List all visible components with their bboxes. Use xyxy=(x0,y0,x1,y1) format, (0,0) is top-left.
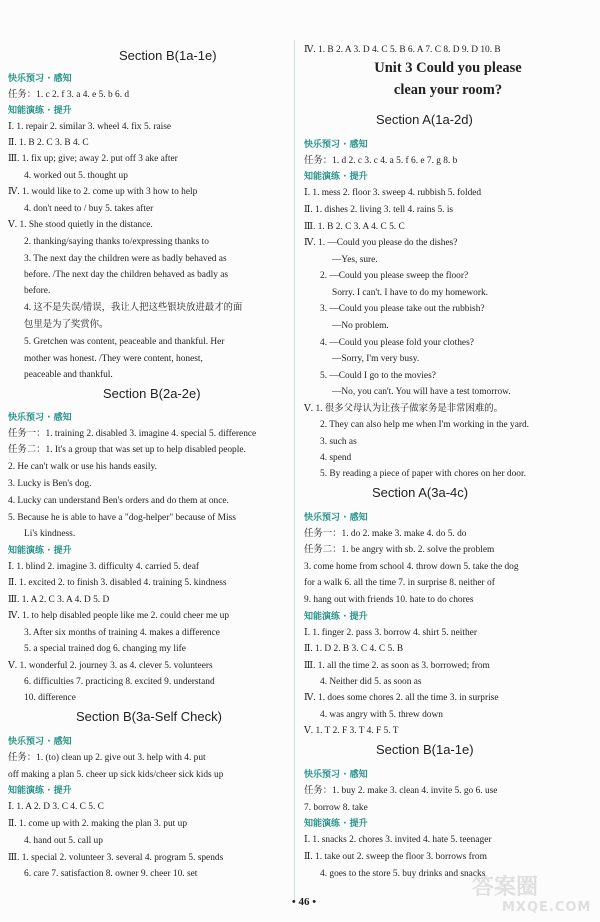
answer-line: 5. Gretchen was content, peaceable and thankful. Her xyxy=(24,337,225,347)
answer-line: off making a plan 5. cheer up sick kids/cheer sick kids up xyxy=(8,770,224,780)
answer-line: —No problem. xyxy=(332,321,389,331)
answer-line: 7. borrow 8. take xyxy=(304,803,368,813)
subsection-label: 知能演练 · 提升 xyxy=(8,786,72,796)
section-heading: Section A(3a-4c) xyxy=(372,485,469,500)
answer-line: 6. difficulties 7. practicing 8. excited 9. understand xyxy=(24,677,215,687)
answer-line: 3. The next day the children were as badly behaved as xyxy=(24,254,227,264)
answer-line: Ⅴ. 1. T 2. F 3. T 4. F 5. T xyxy=(304,726,399,736)
section-heading: Section B(1a-1e) xyxy=(376,742,474,757)
unit-title: Unit 3 Could you please xyxy=(374,60,522,76)
answer-line: Ⅱ. 1. come up with 2. making the plan 3. put up xyxy=(8,819,188,829)
answer-line: 4. hand out 5. call up xyxy=(24,836,103,846)
watermark-url: MXQE.COM xyxy=(502,900,592,915)
answer-line: 5. a special trained dog 6. changing my life xyxy=(24,644,186,654)
answer-line: 3. —Could you please take out the rubbish? xyxy=(320,304,485,314)
answer-line: 2. —Could you please sweep the floor? xyxy=(320,271,469,281)
answer-line: peaceable and thankful. xyxy=(24,370,113,380)
answer-line: 4. was angry with 5. threw down xyxy=(320,710,443,720)
section-heading: Section B(1a-1e) xyxy=(119,48,217,63)
answer-line: 3. After six months of training 4. makes a difference xyxy=(24,628,220,638)
answer-line: 10. difference xyxy=(24,693,76,703)
answer-line: Ⅲ. 1. all the time 2. as soon as 3. borrowed; from xyxy=(304,661,490,671)
subsection-label: 快乐预习 · 感知 xyxy=(304,140,368,150)
subsection-label: 快乐预习 · 感知 xyxy=(304,513,368,523)
answer-line: 3. such as xyxy=(320,437,357,447)
answer-line: 任务：1. buy 2. make 3. clean 4. invite 5. go 6. use xyxy=(304,786,498,796)
answer-line: Ⅳ. 1. would like to 2. come up with 3 how to help xyxy=(8,187,198,197)
answer-line: Ⅱ. 1. take out 2. sweep the floor 3. borrows from xyxy=(304,852,487,862)
answer-line: 4. worked out 5. thought up xyxy=(24,171,128,181)
answer-line: 任务：1. (to) clean up 2. give out 3. help with 4. put xyxy=(8,753,206,763)
page-number: • 46 • xyxy=(291,896,317,908)
answer-line: 2. thanking/saying thanks to/expressing thanks to xyxy=(24,237,209,247)
answer-line: 任务一：1. training 2. disabled 3. imagine 4. special 5. difference xyxy=(8,429,257,439)
answer-line: Ⅱ. 1. D 2. B 3. C 4. C 5. B xyxy=(304,644,404,654)
column-divider xyxy=(294,40,295,900)
section-heading: Section A(1a-2d) xyxy=(376,112,473,127)
subsection-label: 快乐预习 · 感知 xyxy=(8,74,72,84)
answer-line: Ⅲ. 1. B 2. C 3. A 4. C 5. C xyxy=(304,222,405,232)
section-heading: Section B(2a-2e) xyxy=(103,386,201,401)
subsection-label: 快乐预习 · 感知 xyxy=(8,737,72,747)
subsection-label: 快乐预习 · 感知 xyxy=(8,413,72,423)
answer-line: 包里是为了奖赏你。 xyxy=(24,320,109,330)
subsection-label: 知能演练 · 提升 xyxy=(8,546,72,556)
answer-line: Ⅳ. 1. B 2. A 3. D 4. C 5. B 6. A 7. C 8. D 9. D 10. B xyxy=(304,45,501,55)
answer-line: Ⅳ. 1. to help disabled people like me 2. could cheer me up xyxy=(8,611,230,621)
answer-line: 3. come home from school 4. throw down 5. take the dog xyxy=(304,562,519,572)
answer-line: Ⅲ. 1. fix up; give; away 2. put off 3 ake after xyxy=(8,154,178,164)
watermark-logo xyxy=(452,868,600,922)
answer-line: 2. They can also help me when I'm working in the yard. xyxy=(320,420,530,430)
answer-line: 任务二：1. It's a group that was set up to help disabled people. xyxy=(8,445,246,455)
answer-line: Ⅰ. 1. snacks 2. chores 3. invited 4. hate 5. teenager xyxy=(304,835,492,845)
answer-line: 任务：1. c 2. f 3. a 4. e 5. b 6. d xyxy=(8,90,130,100)
answer-line: 6. care 7. satisfaction 8. owner 9. cheer 10. set xyxy=(24,869,198,879)
watermark-glyphs: 答案圈 xyxy=(472,875,539,900)
answer-line: 2. He can't walk or use his hands easily. xyxy=(8,462,157,472)
answer-line: Ⅱ. 1. dishes 2. living 3. tell 4. rains 5. is xyxy=(304,205,454,215)
subsection-label: 知能演练 · 提升 xyxy=(304,612,368,622)
answer-line: 4. —Could you please fold your clothes? xyxy=(320,338,474,348)
section-heading: Section B(3a-Self Check) xyxy=(76,709,222,724)
answer-line: Ⅰ. 1. A 2. D 3. C 4. C 5. C xyxy=(8,802,104,812)
answer-line: 任务二：1. be angry with sb. 2. solve the problem xyxy=(304,545,495,555)
answer-line: 9. hang out with friends 10. hate to do chores xyxy=(304,595,474,605)
answer-line: 4. 这不是失误/错误，我让人把这些银块放进最才的面 xyxy=(24,303,243,313)
subsection-label: 知能演练 · 提升 xyxy=(304,172,368,182)
answer-line: Sorry. I can't. I have to do my homework. xyxy=(332,288,488,298)
answer-line: 4. Neither did 5. as soon as xyxy=(320,677,422,687)
answer-line: Ⅲ. 1. special 2. volunteer 3. several 4. program 5. spends xyxy=(8,853,224,863)
unit-title: clean your room? xyxy=(393,82,503,98)
answer-line: Ⅴ. 1. wonderful 2. journey 3. as 4. clever 5. volunteers xyxy=(8,661,213,671)
answer-line: Ⅴ. 1. She stood quietly in the distance. xyxy=(8,220,153,230)
answer-line: Ⅲ. 1. A 2. C 3. A 4. D 5. D xyxy=(8,595,110,605)
subsection-label: 快乐预习 · 感知 xyxy=(304,770,368,780)
answer-line: 5. —Could I go to the movies? xyxy=(320,371,436,381)
answer-line: 任务一：1. do 2. make 3. make 4. do 5. do xyxy=(304,529,467,539)
answer-line: Ⅰ. 1. mess 2. floor 3. sweep 4. rubbish 5. folded xyxy=(304,188,482,198)
subsection-label: 知能演练 · 提升 xyxy=(304,819,368,829)
answer-line: for a walk 6. all the time 7. in surprise 8. neither of xyxy=(304,578,495,588)
answer-line: —Sorry, I'm very busy. xyxy=(332,354,420,364)
answer-line: 4. Lucky can understand Ben's orders and do them at once. xyxy=(8,496,229,506)
answer-line: 3. Lucky is Ben's dog. xyxy=(8,479,92,489)
answer-line: Ⅱ. 1. excited 2. to finish 3. disabled 4. training 5. kindness xyxy=(8,578,227,588)
answer-line: Ⅰ. 1. repair 2. similar 3. wheel 4. fix 5. raise xyxy=(8,122,172,132)
answer-line: before. /The next day the children behaved as badly as xyxy=(24,270,229,280)
answer-line: Ⅰ. 1. blind 2. imagine 3. difficulty 4. carried 5. deaf xyxy=(8,562,199,572)
answer-line: 4. spend xyxy=(320,453,352,463)
answer-line: Ⅳ. 1. does some chores 2. all the time 3. in surprise xyxy=(304,693,499,703)
answer-line: Li's kindness. xyxy=(24,529,76,539)
answer-line: —No, you can't. You will have a test tomorrow. xyxy=(332,387,511,397)
answer-line: mother was honest. /They were content, honest, xyxy=(24,354,203,364)
answer-line: 4. goes to the store 5. buy drinks and snacks xyxy=(320,869,486,879)
answer-line: Ⅳ. 1. —Could you please do the dishes? xyxy=(304,238,458,248)
page-number-value: 46 xyxy=(298,896,310,908)
answer-line: Ⅰ. 1. finger 2. pass 3. borrow 4. shirt 5. neither xyxy=(304,628,477,638)
subsection-label: 知能演练 · 提升 xyxy=(8,106,72,116)
answer-line: 4. don't need to / buy 5. takes after xyxy=(24,204,154,214)
answer-line: Ⅴ. 1. 很多父母认为让孩子做家务是非常困难的。 xyxy=(304,404,503,414)
answer-line: —Yes, sure. xyxy=(332,255,378,265)
answer-line: Ⅱ. 1. B 2. C 3. B 4. C xyxy=(8,138,89,148)
answer-line: 5. Because he is able to have a "dog-helper" because of Miss xyxy=(8,513,236,523)
answer-line: 任务：1. d 2. c 3. c 4. a 5. f 6. e 7. g 8. b xyxy=(304,156,458,166)
answer-line: before. xyxy=(24,286,51,296)
answer-line: 5. By reading a piece of paper with chores on her door. xyxy=(320,469,526,479)
